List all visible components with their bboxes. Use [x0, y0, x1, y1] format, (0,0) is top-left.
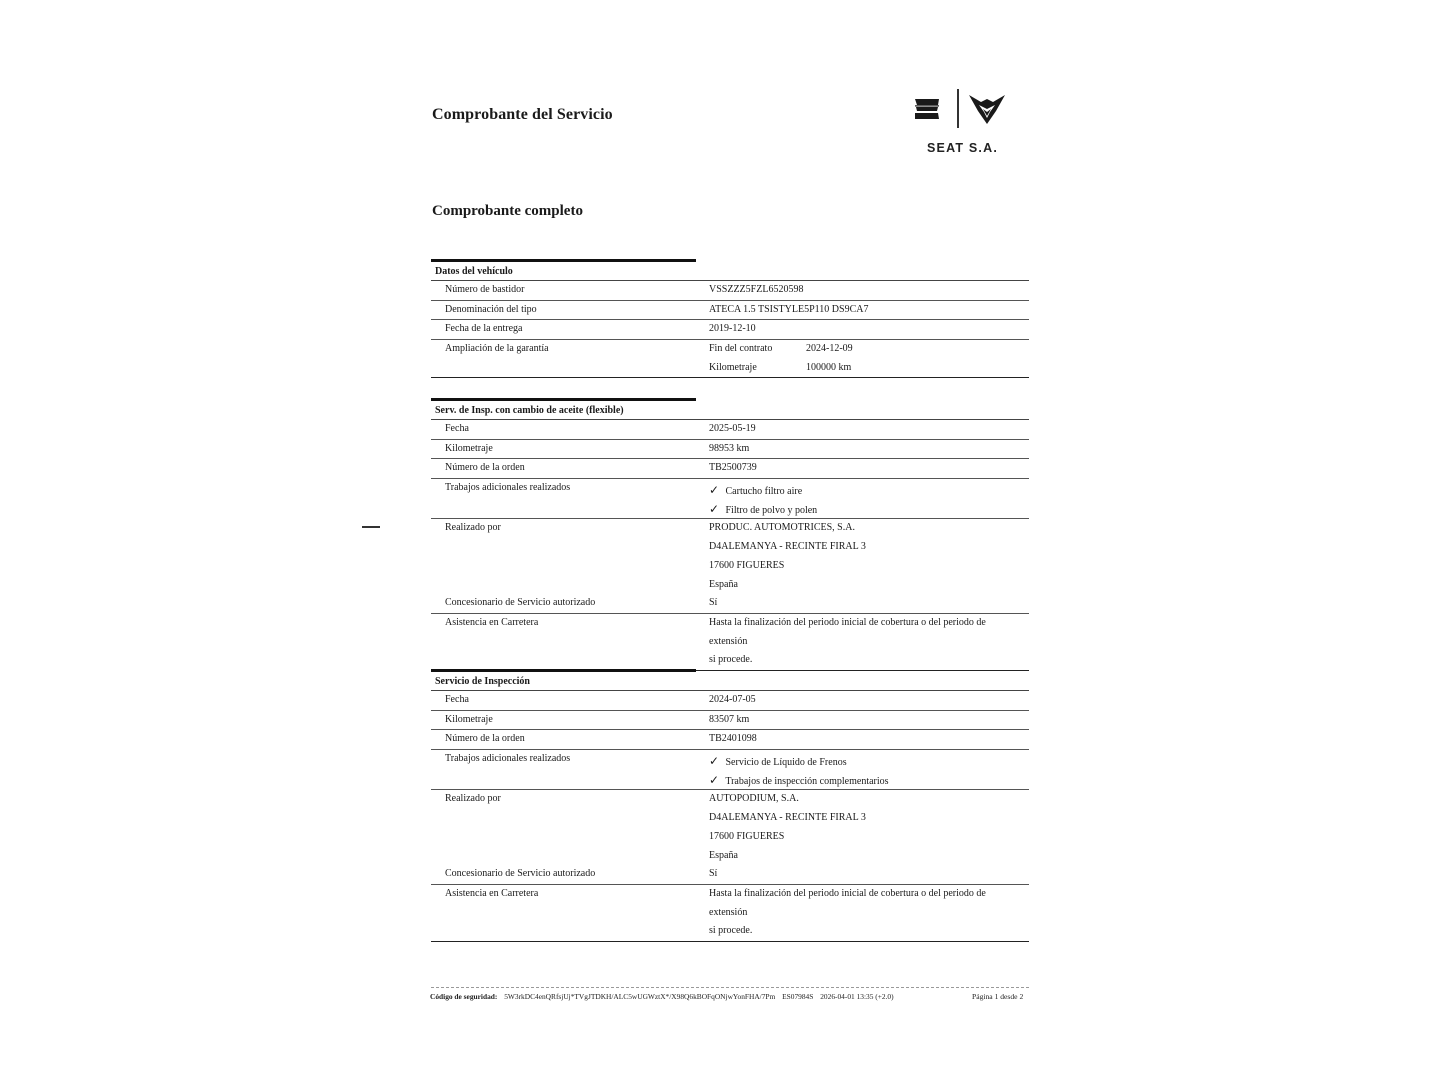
logo-separator: [957, 89, 959, 128]
brand-logo: [908, 88, 1018, 168]
document-subtitle: Comprobante completo: [432, 203, 583, 219]
row-value: Sí: [709, 597, 718, 609]
address-line: PRODUC. AUTOMOTRICES, S.A.: [709, 522, 855, 534]
address-line: D4ALEMANYA - RECINTE FIRAL 3: [709, 541, 866, 553]
additional-work-item: ✓ Filtro de polvo y polen: [709, 500, 1029, 519]
row-label: Realizado por: [445, 793, 501, 805]
security-code-label: Código de seguridad:: [430, 992, 498, 1001]
row-value: Hasta la finalización del periodo inicial de cobertura o del periodo de extensión: [709, 616, 986, 647]
warranty-km: [709, 359, 1029, 378]
table-row: [431, 301, 1029, 321]
kv-key: Kilometraje: [709, 361, 757, 373]
table-row: [431, 340, 1029, 378]
table-row: [431, 440, 1029, 460]
table-row: [431, 519, 1029, 594]
row-label: Kilometraje: [445, 713, 493, 725]
table-row: [431, 790, 1029, 865]
company-name: SEAT S.A.: [927, 141, 998, 155]
table-row: [431, 614, 1029, 671]
address-line: España: [709, 578, 738, 590]
page-number: Página 1 desde 2: [972, 992, 1024, 1001]
row-label: Número de la orden: [445, 733, 525, 745]
row-value: 98953 km: [709, 442, 750, 454]
row-label: Concesionario de Servicio autorizado: [445, 868, 596, 880]
row-value: Hasta la finalización del periodo inicial de cobertura o del periodo de extensión: [709, 887, 986, 918]
row-value: 2025-05-19: [709, 423, 756, 434]
address-line: AUTOPODIUM, S.A.: [709, 793, 799, 805]
table-row: [431, 865, 1029, 885]
cupra-logo-icon: [968, 93, 1006, 125]
checkmark-icon: ✓: [709, 483, 720, 498]
service-oil-section: [431, 398, 1029, 671]
row-value: 2019-12-10: [709, 323, 756, 335]
row-value: si procede.: [709, 654, 753, 666]
row-value: TB2500739: [709, 462, 757, 474]
row-value: VSSZZZ5FZL6520598: [709, 284, 804, 295]
row-value: Sí: [709, 868, 718, 880]
table-row: [431, 691, 1029, 711]
checkmark-icon: ✓: [709, 772, 720, 787]
section-title: Servicio de Inspección: [431, 672, 1029, 691]
table-row: [431, 594, 1029, 614]
row-label: Fecha de la entrega: [445, 323, 523, 335]
row-value: 2024-07-05: [709, 694, 756, 705]
row-label: Kilometraje: [445, 442, 493, 454]
checkmark-icon: ✓: [709, 501, 720, 516]
footer-timestamp: 2026-04-01 13:35 (+2.0): [820, 992, 894, 1001]
footer-security: [430, 992, 894, 1001]
row-label: Fecha: [445, 423, 469, 434]
kv-key: Fin del contrato: [709, 343, 773, 355]
seat-logo-icon: [913, 97, 941, 121]
additional-work-item: ✓ Cartucho filtro aire: [709, 481, 1029, 500]
page-margin-mark: [362, 526, 380, 528]
table-row: [431, 281, 1029, 301]
row-value: si procede.: [709, 925, 753, 937]
security-code: 5W3rkDC4enQRfsjUj*TVgJTDKH/ALC5wUGWztX*/X98Q6kBOFqONjwYonFHA/7Pm: [504, 992, 776, 1001]
row-label: Fecha: [445, 694, 469, 705]
section-title: Datos del vehículo: [431, 262, 1029, 281]
address-line: 17600 FIGUERES: [709, 559, 785, 571]
row-value: ATECA 1.5 TSISTYLE5P110 DS9CA7: [709, 303, 869, 315]
row-value: TB2401098: [709, 733, 757, 745]
row-label: Asistencia en Carretera: [445, 616, 539, 628]
row-label: Realizado por: [445, 522, 501, 534]
document-ref: ES07984S: [782, 992, 814, 1001]
table-row: [431, 459, 1029, 479]
address-line: D4ALEMANYA - RECINTE FIRAL 3: [709, 812, 866, 824]
vehicle-data-section: [431, 259, 1029, 378]
section-title: Serv. de Insp. con cambio de aceite (flexible): [431, 401, 1029, 420]
row-value: 83507 km: [709, 713, 750, 725]
address-line: 17600 FIGUERES: [709, 830, 785, 842]
checkmark-icon: ✓: [709, 754, 720, 769]
row-label: Asistencia en Carretera: [445, 887, 539, 899]
row-label: Ampliación de la garantía: [445, 343, 549, 355]
address-line: España: [709, 849, 738, 861]
service-inspection-section: [431, 669, 1029, 942]
table-row: [431, 320, 1029, 340]
additional-work-item: ✓ Trabajos de inspección complementarios: [709, 771, 1029, 790]
kv-value: 2024-12-09: [806, 343, 853, 355]
footer-divider: [431, 987, 1029, 988]
warranty-end: [709, 340, 1029, 359]
table-row: [431, 420, 1029, 440]
additional-work-item: ✓ Servicio de Líquido de Frenos: [709, 752, 1029, 771]
kv-value: 100000 km: [806, 361, 852, 373]
table-row: [431, 711, 1029, 731]
row-label: Concesionario de Servicio autorizado: [445, 597, 596, 609]
row-label: Trabajos adicionales realizados: [445, 753, 571, 765]
table-row: [431, 750, 1029, 790]
row-label: Número de la orden: [445, 462, 525, 474]
table-row: [431, 885, 1029, 942]
row-label: Denominación del tipo: [445, 303, 537, 315]
row-label: Número de bastidor: [445, 284, 525, 295]
table-row: [431, 730, 1029, 750]
document-title: Comprobante del Servicio: [432, 106, 613, 123]
table-row: [431, 479, 1029, 519]
row-label: Trabajos adicionales realizados: [445, 482, 571, 494]
